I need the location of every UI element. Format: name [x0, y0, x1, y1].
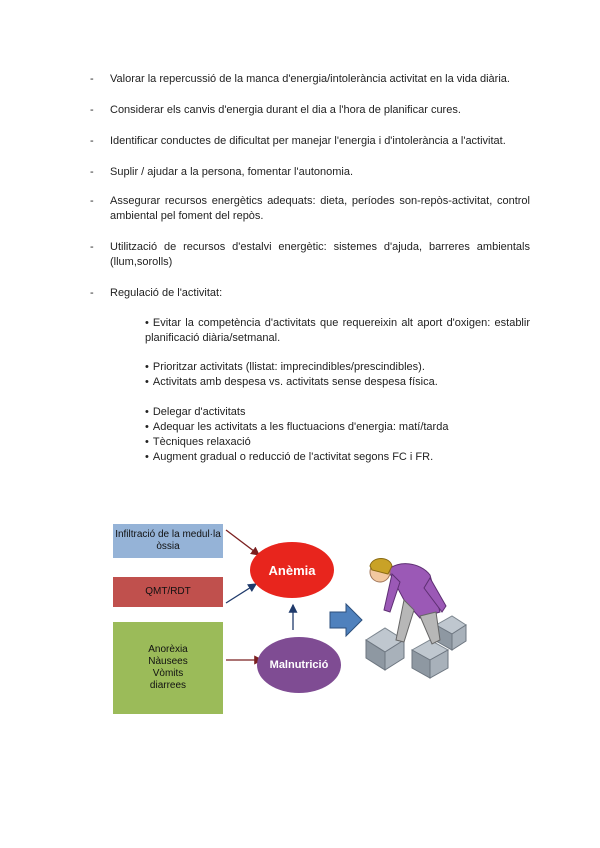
bullet-glyph: • [145, 406, 149, 418]
bullet-text: Delegar d'activitats [152, 406, 246, 418]
connector-arrow [226, 530, 259, 555]
bullet-glyph: • [145, 376, 149, 388]
bullet-glyph: • [145, 436, 149, 448]
dash-marker: - [90, 135, 94, 147]
bullet-text: Prioritzar activitats (llistat: imprecindibles/prescindibles). [152, 361, 425, 373]
list-item-text: Regulació de l'activitat: [110, 287, 223, 299]
malnutrition-oval [257, 637, 341, 693]
symptoms-box [113, 622, 223, 714]
connector-arrow [226, 584, 256, 603]
qmt-rdt-box [113, 577, 223, 607]
bullet-text: Adequar les activitats a les fluctuacions d'energia: matí/tarda [152, 421, 449, 433]
list-item-text: Utilització de recursos d'estalvi energètic: sistemes d'ajuda, barreres ambientals (llum,sorolls) [110, 241, 530, 268]
bullet-text: Tècniques relaxació [152, 436, 251, 448]
bullet-text: Evitar la competència d'activitats que requereixin alt aport d'oxigen: establir planificació diària/setmanal. [145, 317, 530, 344]
dash-marker: - [90, 287, 94, 299]
oval-label: Anèmia [268, 562, 316, 578]
list-item-text: Assegurar recursos energètics adequats: dieta, períodes son-repòs-activitat, control ambiental pel foment del repòs. [110, 195, 530, 222]
dash-marker: - [90, 195, 94, 207]
box-line: Vòmits [152, 668, 184, 679]
dash-marker: - [90, 166, 94, 178]
anemia-oval [250, 542, 334, 598]
box-line: Anorèxia [148, 644, 188, 655]
bullet-glyph: • [145, 421, 149, 433]
bullet-text: Augment gradual o reducció de l'activitat segons FC i FR. [152, 451, 434, 463]
tired-person-illustration [366, 559, 466, 679]
dash-marker: - [90, 104, 94, 116]
bone-marrow-infiltration-box [113, 524, 223, 558]
dash-marker: - [90, 73, 94, 85]
list-item-text: Suplir / ajudar a la persona, fomentar l'autonomia. [110, 166, 354, 178]
bullet-glyph: • [145, 451, 149, 463]
oval-label: Malnutrició [269, 659, 329, 671]
list-item-text: Considerar els canvis d'energia durant el dia a l'hora de planificar cures. [110, 104, 461, 116]
bullet-glyph: • [145, 361, 149, 373]
list-item-text: Valorar la repercussió de la manca d'energia/intolerància activitat en la vida diària. [110, 73, 510, 85]
box-line: Nàusees [148, 656, 188, 667]
bullet-text: Activitats amb despesa vs. activitats sense despesa física. [152, 376, 438, 388]
bullet-glyph: • [145, 317, 149, 329]
progression-arrow [330, 604, 362, 636]
box-line: diarrees [149, 680, 187, 691]
dash-marker: - [90, 241, 94, 253]
box-label: QMT/RDT [145, 586, 191, 597]
box-label: Infiltració de la medul·la òssia [115, 529, 221, 552]
list-item-text: Identificar conductes de dificultat per manejar l'energia i d'intolerància a l'activitat. [110, 135, 506, 147]
